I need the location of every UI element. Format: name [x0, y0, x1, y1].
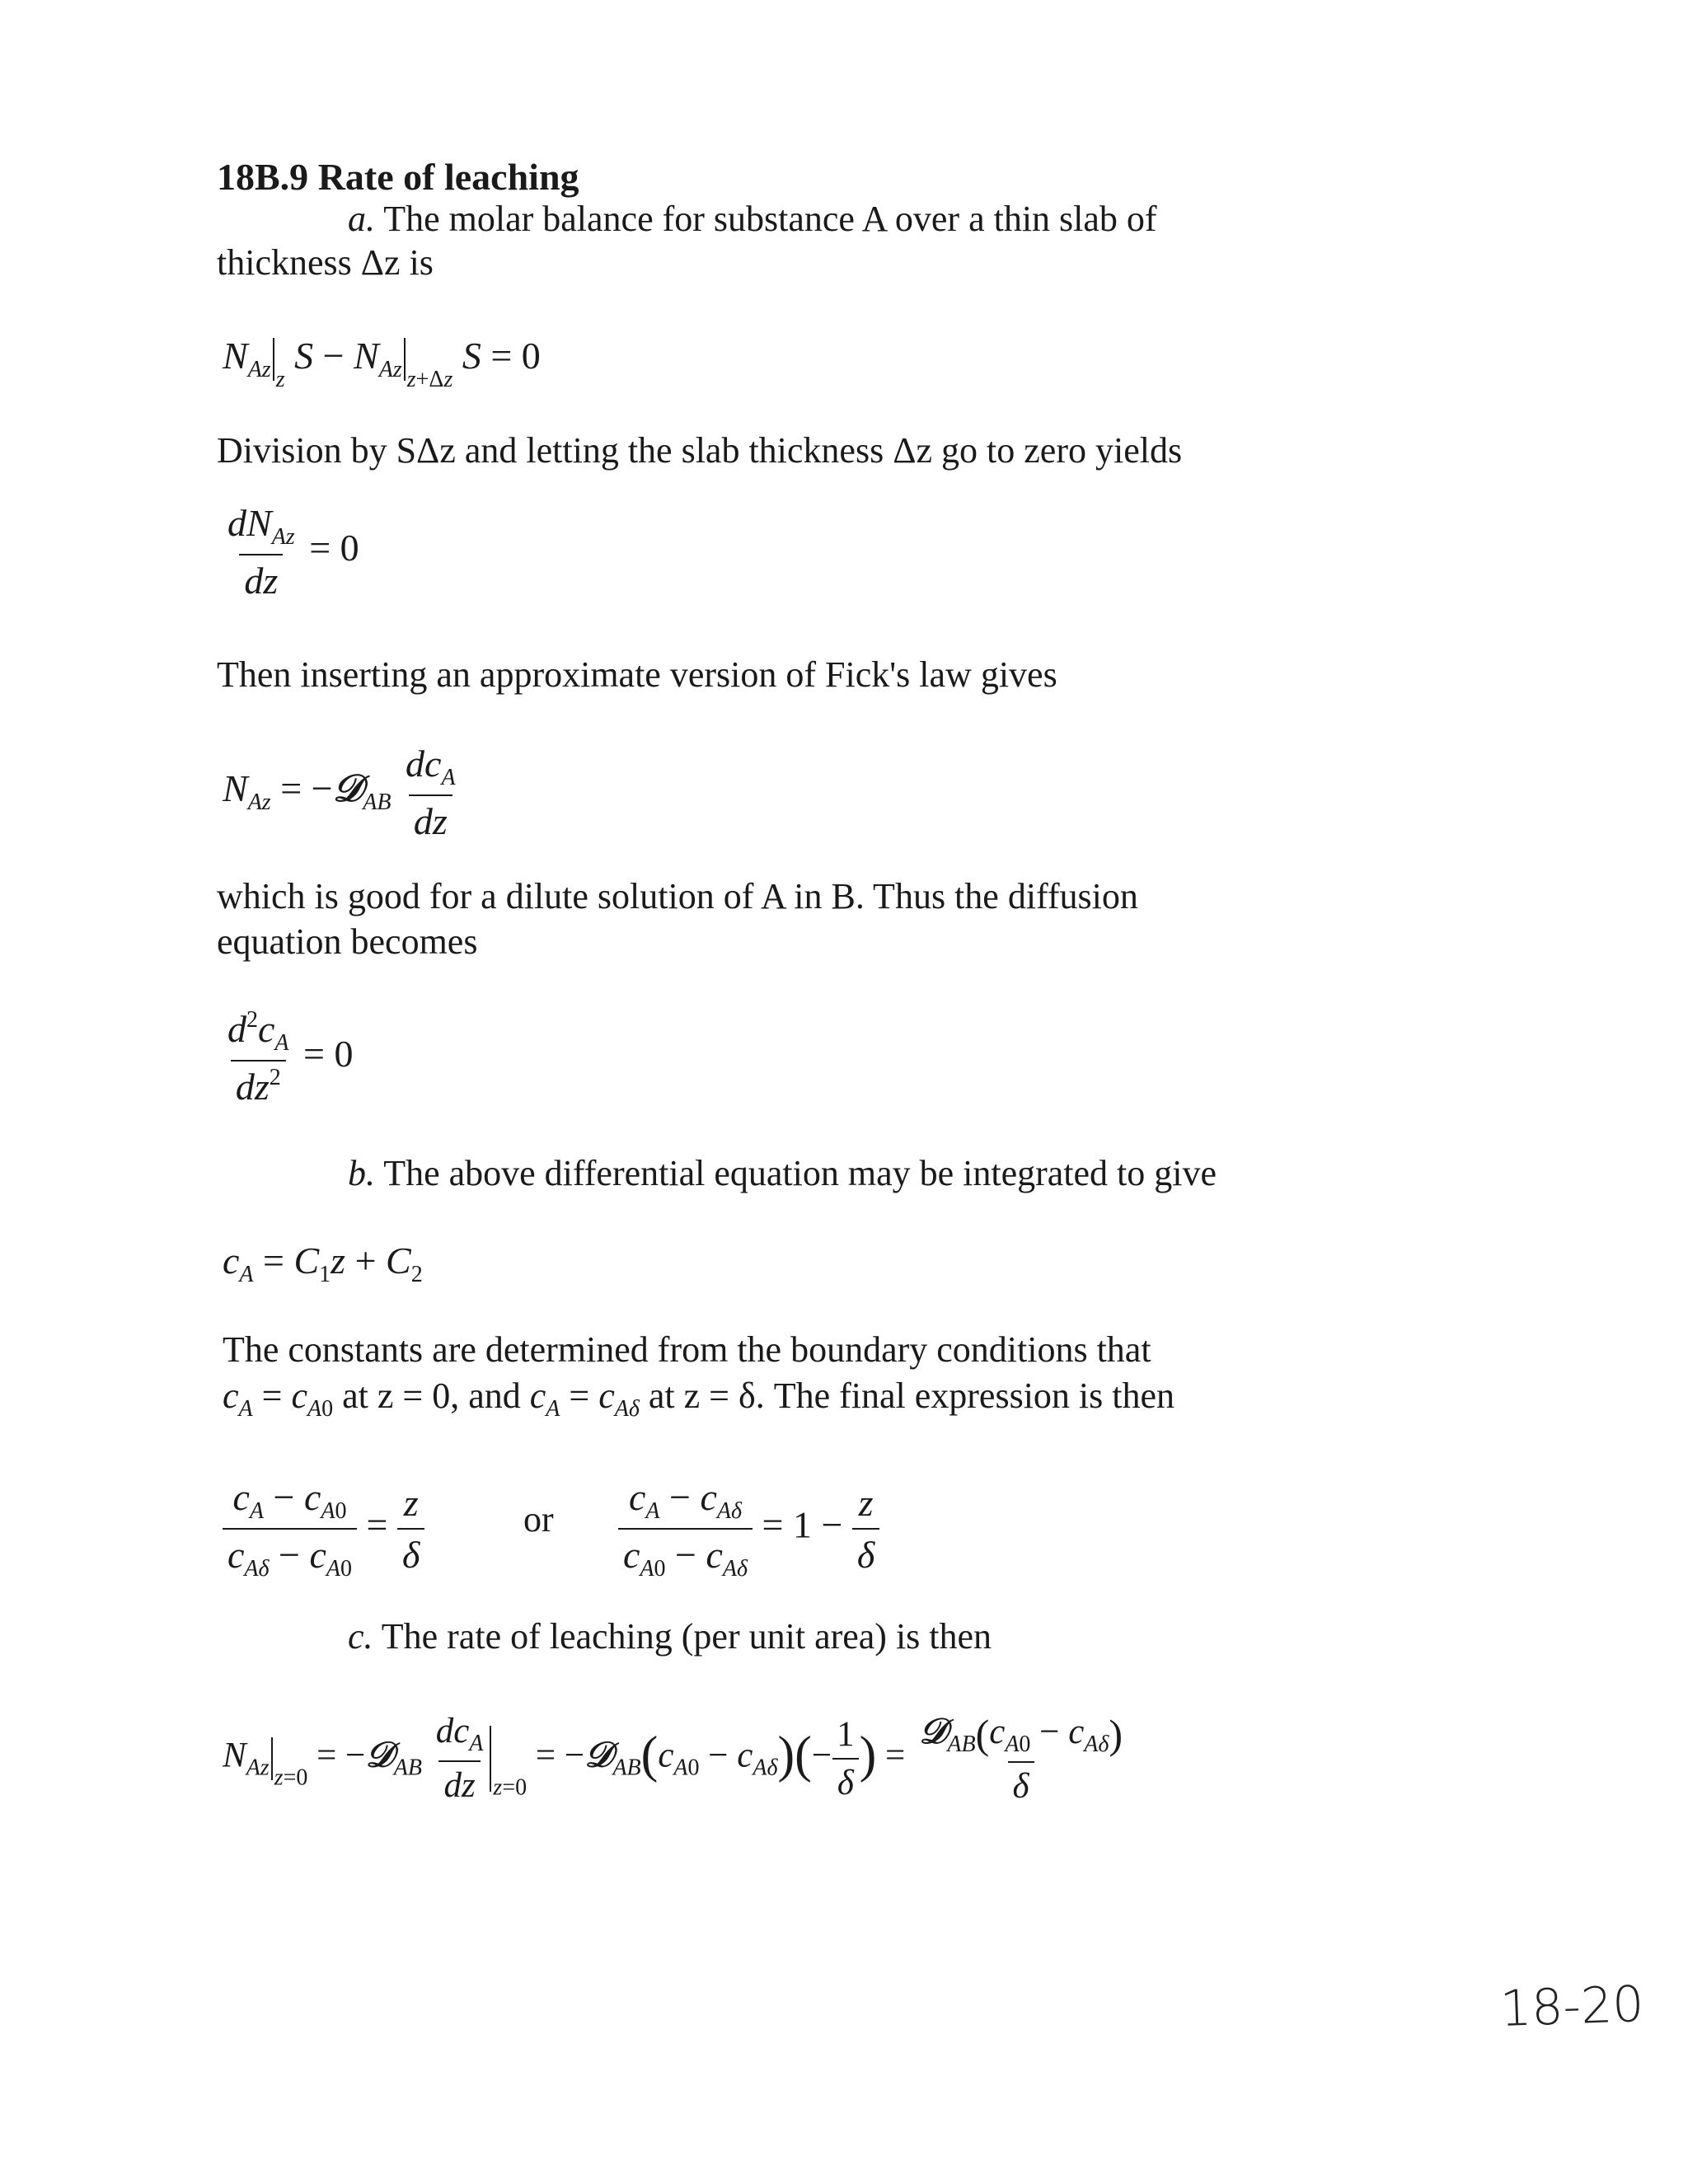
fick-text: Then inserting an approximate version of Fick's law gives	[217, 654, 1057, 695]
equation-integrated: $c_A = C_1z + C_2$	[223, 1240, 423, 1287]
equation-fick-law: $N_{Az}$ = −𝒟$_{AB}$ $\frac{dc_A}{dz}$	[223, 743, 456, 842]
part-b-intro	[348, 1152, 1217, 1196]
dilute-text: which is good for a dilute solution of A in B. Thus the diffusion	[217, 876, 1138, 916]
page-number: 18-20	[1498, 1975, 1645, 2039]
equation-leaching-rate: $N_{Az}$ $_{z=0}$ = −𝒟$_{AB}$ $\frac{dc_A}{dz}$ $_{z=0} = -𝒟_{AB}(c_{A0} - c_{A\delta})(-$ $\frac{1}{\delta}$ ) = $\frac{𝒟_{AB}(c_{A0} - c_{A\delta})}{\delta}$	[223, 1711, 1123, 1806]
part-a-intro	[348, 198, 1157, 241]
part-c-intro-text: The rate of leaching (per unit area) is then	[381, 1616, 992, 1657]
part-a-label: a.	[348, 199, 375, 239]
constants-text: The constants are determined from the boundary conditions that	[223, 1329, 1151, 1370]
section-number: 18B.9	[217, 156, 309, 198]
part-a-intro-cont: thickness Δz is	[217, 242, 434, 283]
equation-final-expression: $\frac{c_A - c_{A0}}{c_{A\delta} - c_{A0}}$ = $\frac{z}{\delta}$	[223, 1475, 424, 1582]
part-a-intro-text: The molar balance for substance A over a thin slab of	[383, 199, 1157, 239]
equation-dN-dz: $\frac{dN_{Az}}{dz}$ = 0	[227, 502, 359, 602]
boundary-conditions: $c_A = c_{A0}$ at z = 0, and $c_A = c_{A\delta}$ at z = δ. The final expression is then	[223, 1376, 1175, 1422]
part-b-label: b.	[348, 1153, 375, 1193]
part-c-label: c.	[348, 1616, 373, 1657]
equation-molar-balance: $N_{Az}$ $_z$ $S - N_{Az}$ $_{z+\Delta z}$ S = 0	[223, 335, 541, 392]
bc-text-2: at z = δ. The final expression is then	[639, 1376, 1175, 1416]
equation-diffusion: $\frac{d^2c_A}{dz^2}$ = 0	[227, 1007, 354, 1108]
division-text: Division by SΔz and letting the slab thickness Δz go to zero yields	[217, 430, 1183, 471]
equation-final-alt: $\frac{c_A - c_{A\delta}}{c_{A0} - c_{A\delta}}$ = 1 − $\frac{z}{\delta}$	[618, 1475, 879, 1582]
section-heading	[217, 155, 579, 199]
or-text: or	[523, 1499, 554, 1540]
part-c-intro	[348, 1615, 992, 1659]
section-title: Rate of leaching	[317, 156, 579, 198]
bc-text-1: at z = 0, and	[333, 1376, 530, 1416]
dilute-text-cont: equation becomes	[217, 921, 478, 962]
part-b-intro-text: The above differential equation may be integrated to give	[383, 1153, 1217, 1193]
